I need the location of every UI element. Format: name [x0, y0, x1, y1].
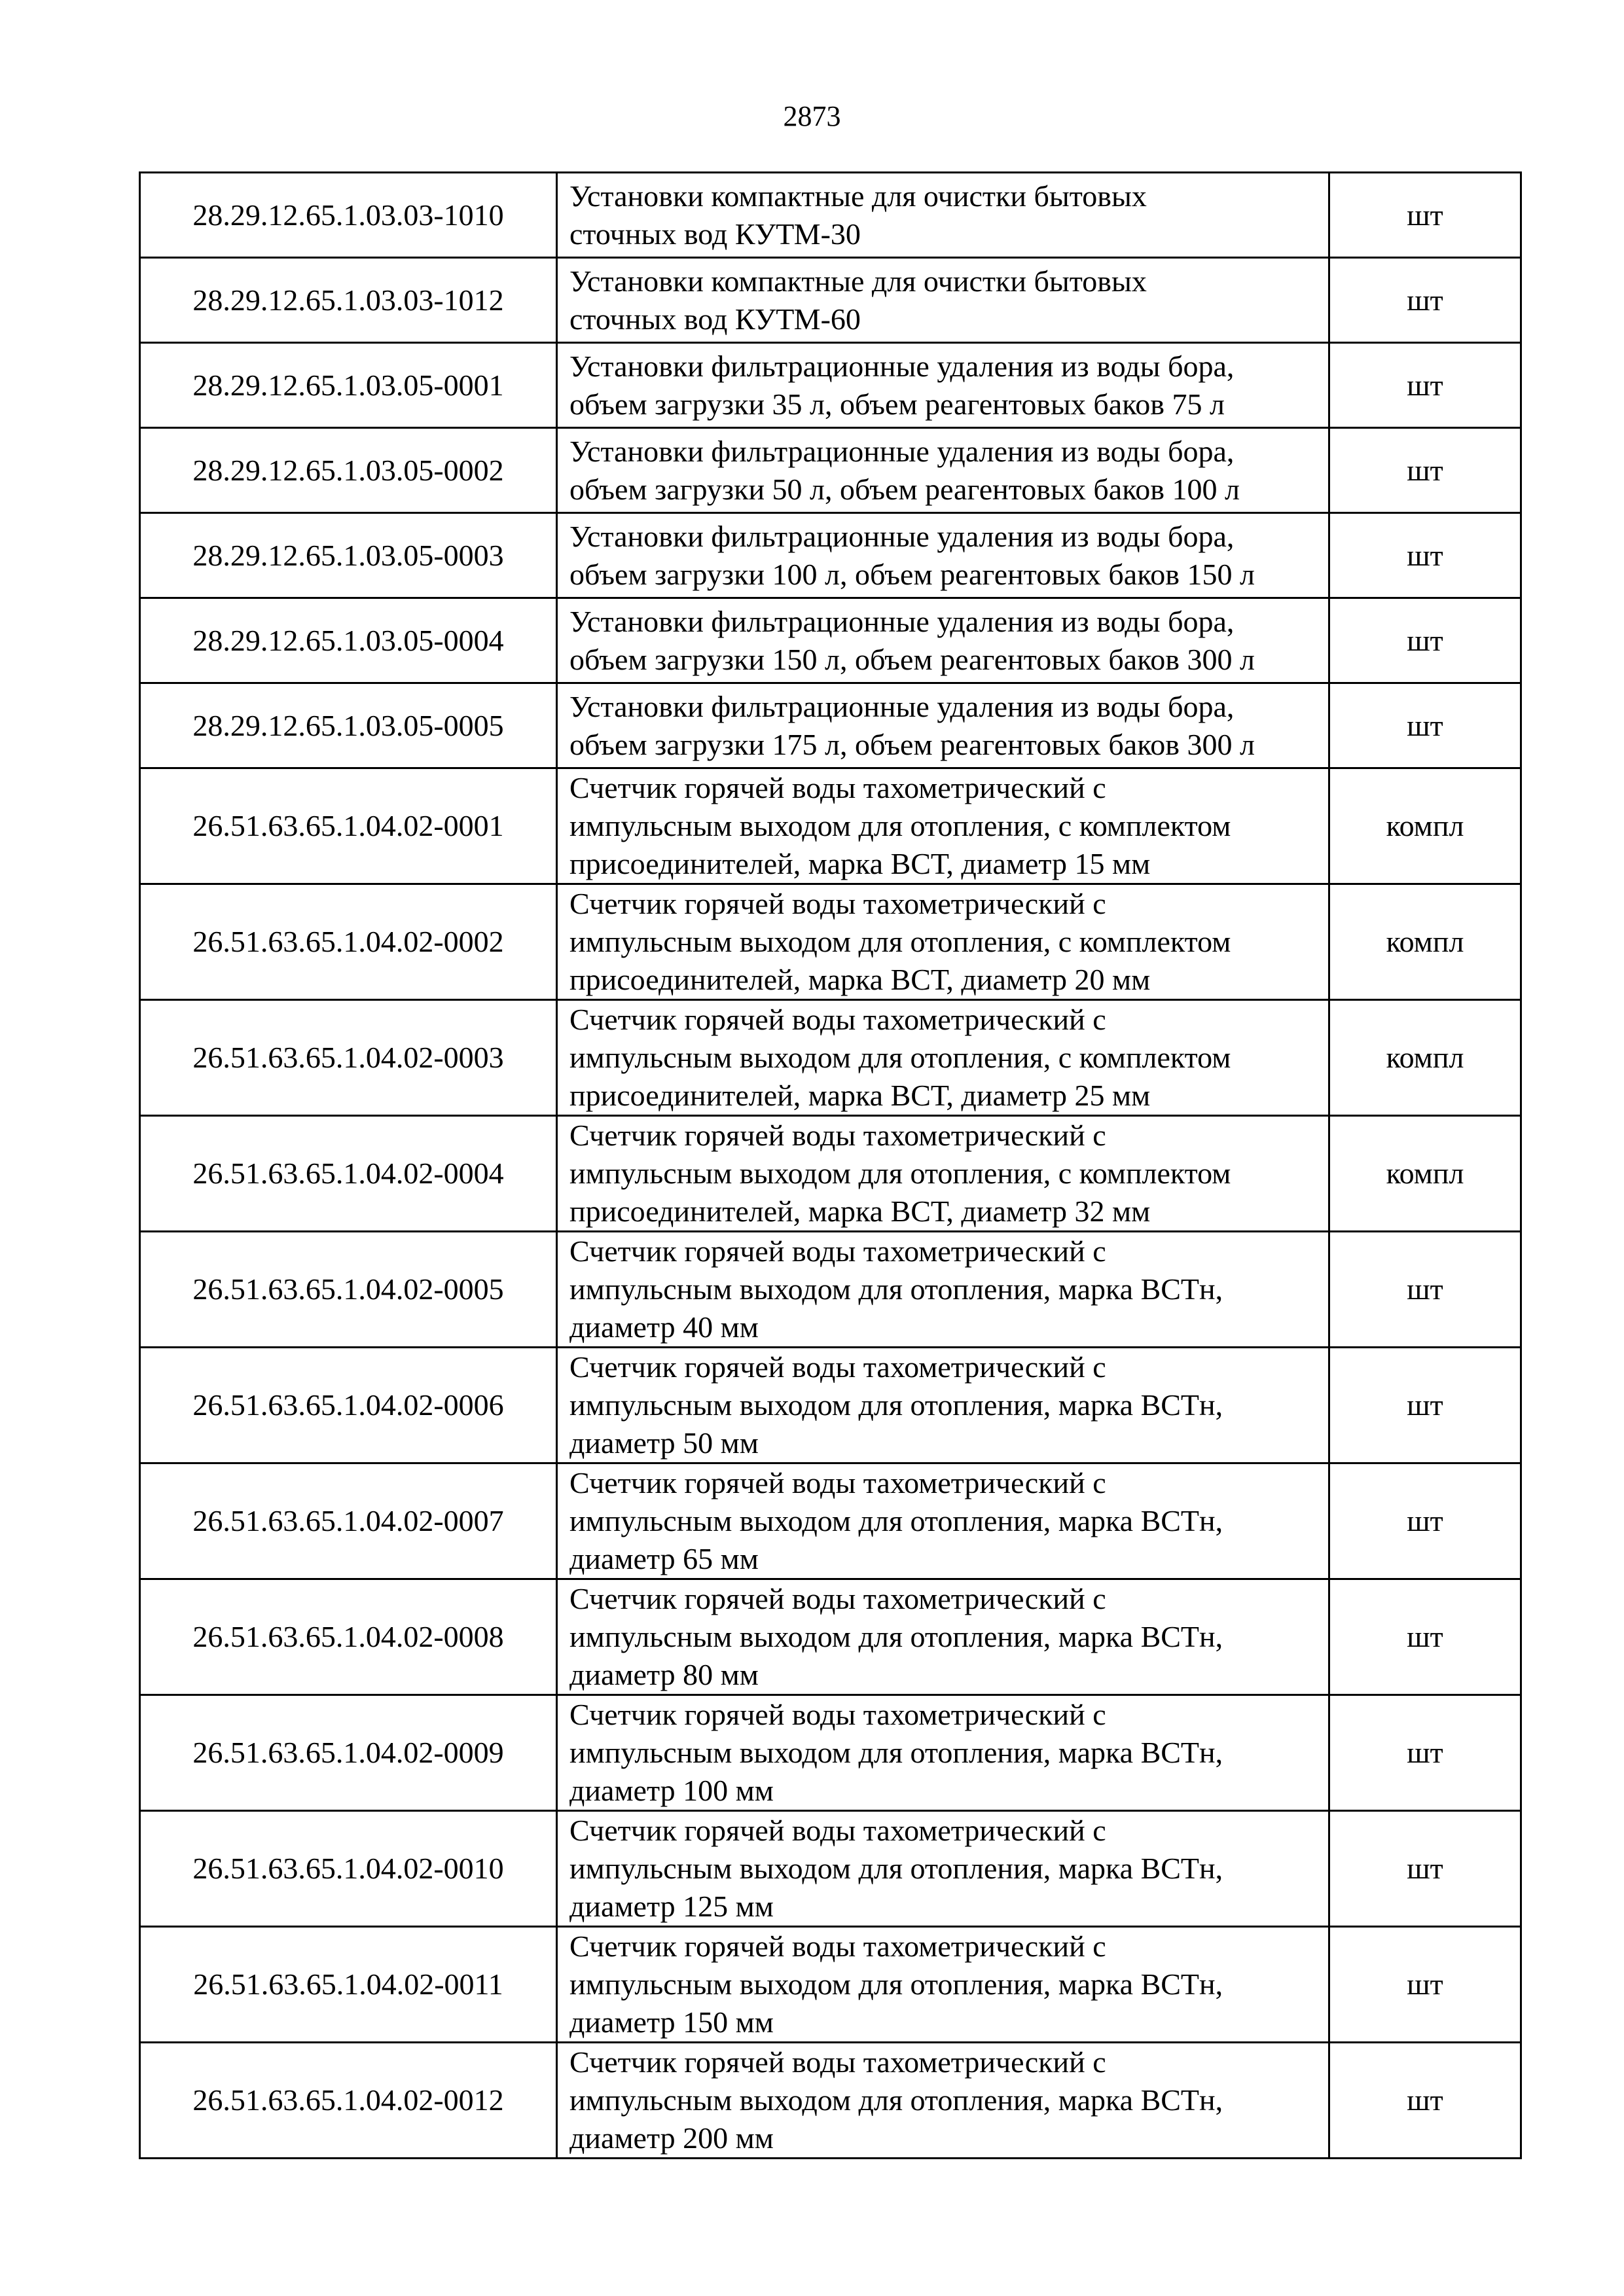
resource-name-line: импульсным выходом для отопления, марка ВСТн,: [569, 1388, 1223, 1422]
resource-code: 28.29.12.65.1.03.05-0005: [140, 683, 557, 768]
resource-name-line: Установки фильтрационные удаления из воды бора,: [569, 519, 1235, 553]
table-row: [140, 1927, 1521, 2043]
unit-of-measure: компл: [1329, 884, 1521, 1000]
resource-code: 28.29.12.65.1.03.05-0001: [140, 343, 557, 428]
resource-name: [557, 513, 1329, 598]
table-row: [140, 258, 1521, 343]
unit-of-measure: шт: [1329, 1579, 1521, 1695]
resource-code: 26.51.63.65.1.04.02-0001: [140, 768, 557, 884]
resource-code: 26.51.63.65.1.04.02-0002: [140, 884, 557, 1000]
resource-name-line: Счетчик горячей воды тахометрический с: [569, 1234, 1106, 1268]
unit-of-measure: шт: [1329, 513, 1521, 598]
resource-name: [557, 1232, 1329, 1348]
resource-name-line: Счетчик горячей воды тахометрический с: [569, 1582, 1106, 1615]
table-body: [140, 173, 1521, 2159]
resource-name-line: присоединителей, марка ВСТ, диаметр 32 мм: [569, 1194, 1151, 1228]
resource-name-line: объем загрузки 50 л, объем реагентовых баков 100 л: [569, 472, 1240, 506]
unit-of-measure: шт: [1329, 173, 1521, 258]
resource-code: 26.51.63.65.1.04.02-0006: [140, 1348, 557, 1463]
table-row: [140, 1579, 1521, 1695]
table-row: [140, 884, 1521, 1000]
resource-name: [557, 1579, 1329, 1695]
resource-name: [557, 1927, 1329, 2043]
resource-name: [557, 1695, 1329, 1811]
resource-name-line: импульсным выходом для отопления, с комплектом: [569, 1157, 1231, 1190]
resource-name: [557, 768, 1329, 884]
resource-name: [557, 1811, 1329, 1927]
resource-code: 26.51.63.65.1.04.02-0010: [140, 1811, 557, 1927]
resource-name: [557, 258, 1329, 343]
resource-name-line: импульсным выходом для отопления, с комплектом: [569, 809, 1231, 842]
resource-name-line: Установки фильтрационные удаления из воды бора,: [569, 604, 1235, 638]
unit-of-measure: компл: [1329, 1116, 1521, 1232]
resource-name: [557, 343, 1329, 428]
page-number: 2873: [783, 100, 841, 132]
resource-name-line: диаметр 40 мм: [569, 1310, 759, 1344]
table-row: [140, 428, 1521, 513]
resource-code: 26.51.63.65.1.04.02-0005: [140, 1232, 557, 1348]
resource-name-line: Счетчик горячей воды тахометрический с: [569, 771, 1106, 804]
table-row: [140, 1811, 1521, 1927]
unit-of-measure: шт: [1329, 1695, 1521, 1811]
resource-name-line: Установки фильтрационные удаления из воды бора,: [569, 689, 1235, 723]
resource-name-line: сточных вод КУТМ-30: [569, 217, 861, 251]
resource-name-line: сточных вод КУТМ-60: [569, 302, 861, 336]
resource-name-line: Счетчик горячей воды тахометрический с: [569, 1119, 1106, 1152]
table-row: [140, 173, 1521, 258]
resource-code: 26.51.63.65.1.04.02-0009: [140, 1695, 557, 1811]
table-row: [140, 768, 1521, 884]
unit-of-measure: шт: [1329, 1463, 1521, 1579]
resource-name: [557, 2043, 1329, 2159]
unit-of-measure: шт: [1329, 598, 1521, 683]
table-row: [140, 1348, 1521, 1463]
resource-name-line: диаметр 150 мм: [569, 2005, 774, 2039]
resource-name-line: диаметр 65 мм: [569, 1542, 759, 1575]
resource-name-line: диаметр 125 мм: [569, 1890, 774, 1923]
resource-name-line: присоединителей, марка ВСТ, диаметр 15 мм: [569, 847, 1151, 880]
unit-of-measure: шт: [1329, 1232, 1521, 1348]
resource-name-line: импульсным выходом для отопления, марка ВСТн,: [569, 1620, 1223, 1653]
resource-code: 26.51.63.65.1.04.02-0008: [140, 1579, 557, 1695]
resource-name: [557, 1463, 1329, 1579]
resource-name: [557, 598, 1329, 683]
resource-name-line: Счетчик горячей воды тахометрический с: [569, 1003, 1106, 1036]
table-row: [140, 598, 1521, 683]
resource-name-line: Установки компактные для очистки бытовых: [569, 264, 1147, 298]
resource-name-line: Счетчик горячей воды тахометрический с: [569, 1814, 1106, 1847]
resource-name-line: импульсным выходом для отопления, марка ВСТн,: [569, 2083, 1223, 2117]
resource-name-line: импульсным выходом для отопления, марка ВСТн,: [569, 1504, 1223, 1537]
resource-name-line: объем загрузки 175 л, объем реагентовых баков 300 л: [569, 727, 1255, 761]
unit-of-measure: шт: [1329, 1348, 1521, 1463]
table-row: [140, 1695, 1521, 1811]
resource-name: [557, 1348, 1329, 1463]
resource-name-line: импульсным выходом для отопления, с комплектом: [569, 1041, 1231, 1074]
resource-name-line: Счетчик горячей воды тахометрический с: [569, 1929, 1106, 1963]
resource-code: 28.29.12.65.1.03.05-0002: [140, 428, 557, 513]
resource-name-line: присоединителей, марка ВСТ, диаметр 25 мм: [569, 1079, 1151, 1112]
table-row: [140, 1232, 1521, 1348]
resource-name-line: импульсным выходом для отопления, марка ВСТн,: [569, 1852, 1223, 1885]
resource-name-line: импульсным выходом для отопления, марка ВСТн,: [569, 1967, 1223, 2001]
unit-of-measure: компл: [1329, 768, 1521, 884]
table-row: [140, 2043, 1521, 2159]
unit-of-measure: шт: [1329, 343, 1521, 428]
resource-code: 28.29.12.65.1.03.03-1010: [140, 173, 557, 258]
resource-name-line: объем загрузки 35 л, объем реагентовых баков 75 л: [569, 387, 1225, 421]
resource-name: [557, 428, 1329, 513]
resource-name-line: Счетчик горячей воды тахометрический с: [569, 1466, 1106, 1499]
resource-name-line: импульсным выходом для отопления, марка ВСТн,: [569, 1736, 1223, 1769]
resource-name-line: Установки фильтрационные удаления из воды бора,: [569, 349, 1235, 383]
resource-code: 28.29.12.65.1.03.05-0003: [140, 513, 557, 598]
resource-code: 28.29.12.65.1.03.03-1012: [140, 258, 557, 343]
resource-name: [557, 884, 1329, 1000]
resource-name-line: импульсным выходом для отопления, с комплектом: [569, 925, 1231, 958]
resource-name-line: присоединителей, марка ВСТ, диаметр 20 мм: [569, 963, 1151, 996]
resource-name-line: Счетчик горячей воды тахометрический с: [569, 2045, 1106, 2079]
resource-code: 26.51.63.65.1.04.02-0011: [140, 1927, 557, 2043]
resource-name-line: диаметр 200 мм: [569, 2121, 774, 2155]
table-row: [140, 1463, 1521, 1579]
resource-name-line: объем загрузки 150 л, объем реагентовых баков 300 л: [569, 642, 1255, 676]
resource-name-line: Счетчик горячей воды тахометрический с: [569, 1698, 1106, 1731]
resource-name-line: импульсным выходом для отопления, марка ВСТн,: [569, 1272, 1223, 1306]
resource-name-line: диаметр 80 мм: [569, 1658, 759, 1691]
unit-of-measure: шт: [1329, 258, 1521, 343]
table-row: [140, 1000, 1521, 1116]
resource-name: [557, 683, 1329, 768]
resource-code: 26.51.63.65.1.04.02-0012: [140, 2043, 557, 2159]
unit-of-measure: шт: [1329, 2043, 1521, 2159]
resource-code: 26.51.63.65.1.04.02-0007: [140, 1463, 557, 1579]
resource-name: [557, 1000, 1329, 1116]
unit-of-measure: шт: [1329, 1927, 1521, 2043]
resource-name-line: диаметр 100 мм: [569, 1774, 774, 1807]
unit-of-measure: шт: [1329, 428, 1521, 513]
resource-code: 26.51.63.65.1.04.02-0003: [140, 1000, 557, 1116]
table-row: [140, 343, 1521, 428]
unit-of-measure: компл: [1329, 1000, 1521, 1116]
resource-name-line: Установки компактные для очистки бытовых: [569, 179, 1147, 213]
table-row: [140, 683, 1521, 768]
resource-table: [139, 171, 1522, 2159]
resource-name: [557, 173, 1329, 258]
unit-of-measure: шт: [1329, 683, 1521, 768]
resource-code: 26.51.63.65.1.04.02-0004: [140, 1116, 557, 1232]
table-row: [140, 513, 1521, 598]
resource-name-line: диаметр 50 мм: [569, 1426, 759, 1460]
resource-name-line: Установки фильтрационные удаления из воды бора,: [569, 434, 1235, 468]
resource-name-line: Счетчик горячей воды тахометрический с: [569, 887, 1106, 920]
resource-name-line: Счетчик горячей воды тахометрический с: [569, 1350, 1106, 1384]
resource-code: 28.29.12.65.1.03.05-0004: [140, 598, 557, 683]
resource-name-line: объем загрузки 100 л, объем реагентовых баков 150 л: [569, 557, 1255, 591]
unit-of-measure: шт: [1329, 1811, 1521, 1927]
table-row: [140, 1116, 1521, 1232]
resource-name: [557, 1116, 1329, 1232]
